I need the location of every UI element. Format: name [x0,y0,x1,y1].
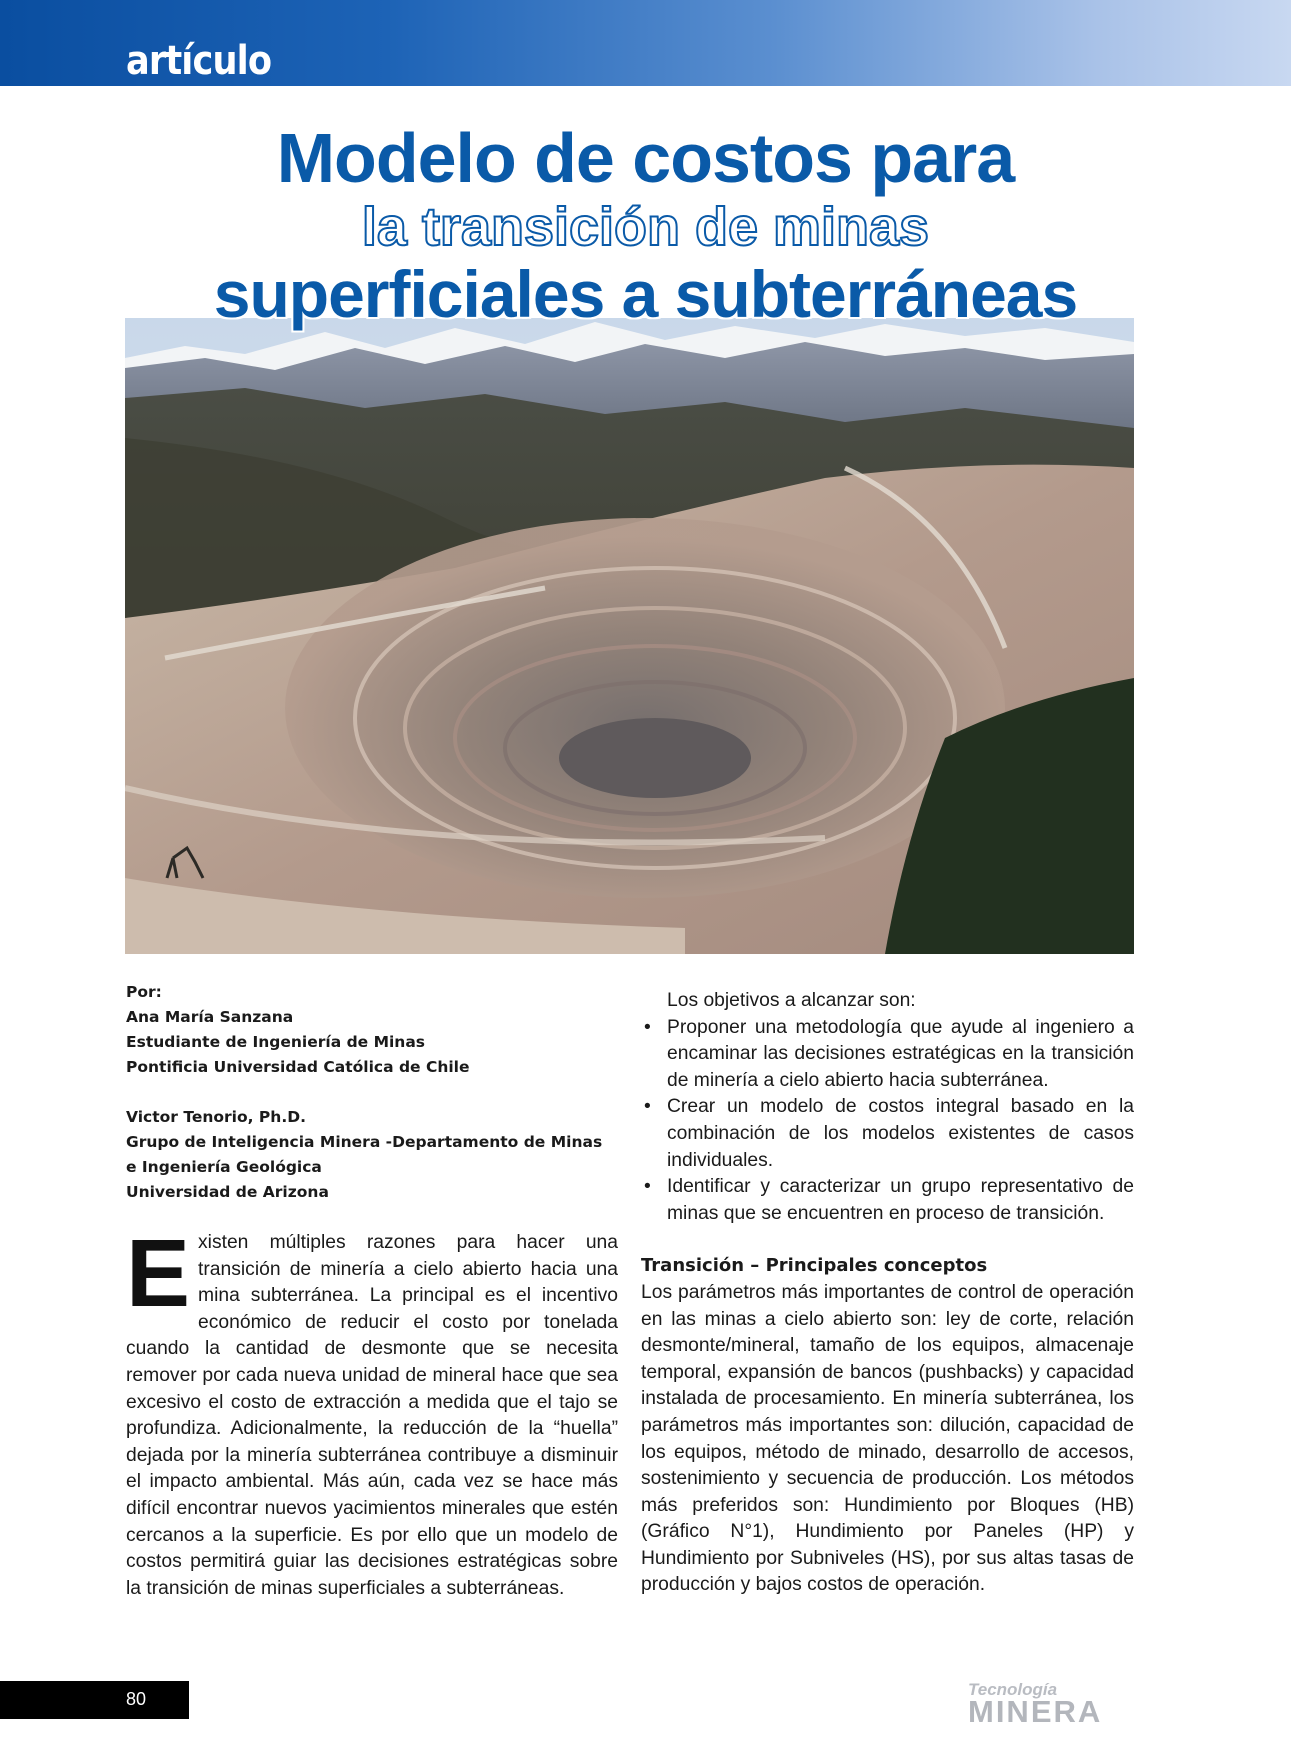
page-number: 80 [126,1689,147,1709]
concepts-paragraph: Los parámetros más importantes de control de operación en las minas a cielo abierto son: ley de corte, relación desmonte/mineral, tamaño de los equipos, almacenaje temporal, expansión de bancos (pushbacks) y capacidad instalada de procesamiento. En minería subterránea, los parámetros más importantes son: dilución, capacidad de los equipos, método de minado, desarrollo de accesos, sostenimiento y secuencia de producción. Los métodos más preferidos son: Hundimiento por Bloques (HB) (Gráfico N°1), Hundimiento por Paneles (HP) y Hundimiento por Subniveles (HS), por sus altas tasas de producción y bajos costos de operación. [641,1281,1134,1596]
objectives-list [641,1015,1134,1228]
author1-affiliation: Pontificia Universidad Católica de Chile [126,1058,470,1076]
page-number-box [0,1681,189,1719]
open-pit-mine-photo [125,318,1134,954]
list-item: • Crear un modelo de costos integral basado en la combinación de los modelos existentes de casos individuales. [641,1094,1134,1174]
byline-label: Por: [126,983,162,1001]
body-left-column [126,1220,618,1602]
article-title-line2: la transición de minas [361,197,930,257]
author2-group: Grupo de Inteligencia Minera -Departamento de Minas [126,1133,603,1151]
author1-name: Ana María Sanzana [126,1008,294,1026]
author2-name: Victor Tenorio, Ph.D. [126,1108,306,1126]
logo-top-text: Tecnología [968,1680,1058,1699]
drop-cap: E [126,1220,191,1327]
list-item: • Identificar y caracterizar un grupo representativo de minas que se encuentren en proceso de transición. [641,1174,1134,1227]
objectives-intro: Los objetivos a alcanzar son: [667,990,916,1011]
author2-group-continued: e Ingeniería Geológica [126,1158,322,1176]
logo-bottom-text: MINERA [968,1694,1103,1724]
article-title-line1: Modelo de costos para [276,119,1015,197]
list-item: • Proponer una metodología que ayude al ingeniero a encaminar las decisiones estratégicas en la transición de minería a cielo abierto hacia subterránea. [641,1015,1134,1095]
tecnologia-minera-logo [968,1680,1134,1724]
author2-affiliation: Universidad de Arizona [126,1183,329,1201]
article-title-line3: superficiales a subterráneas [213,257,1078,331]
body-right-column [641,988,1134,1599]
byline [126,980,626,1205]
intro-paragraph: xisten múltiples razones para hacer una transición de minería a cielo abierto hacia una mina subterránea. La principal es el incentivo económico de reducir el costo por tonelada cuando la cantidad de desmonte que se necesita remover por cada nueva unidad de mineral hace que sea excesivo el costo de extracción a medida que el tajo se profundiza. Adicionalmente, la reducción de la “huella” dejada por la minería subterránea contribuye a disminuir el impacto ambiental. Más aún, cada vez se hace más difícil encontrar nuevos yacimientos minerales que estén cercanos a la superficie. Es por ello que un modelo de costos permitirá guiar las decisiones estratégicas sobre la transición de minas superficiales a subterráneas. [126,1232,618,1599]
section-label: artículo [126,38,272,84]
section-heading: Transición – Principales conceptos [641,1255,988,1277]
author1-role: Estudiante de Ingeniería de Minas [126,1033,426,1051]
